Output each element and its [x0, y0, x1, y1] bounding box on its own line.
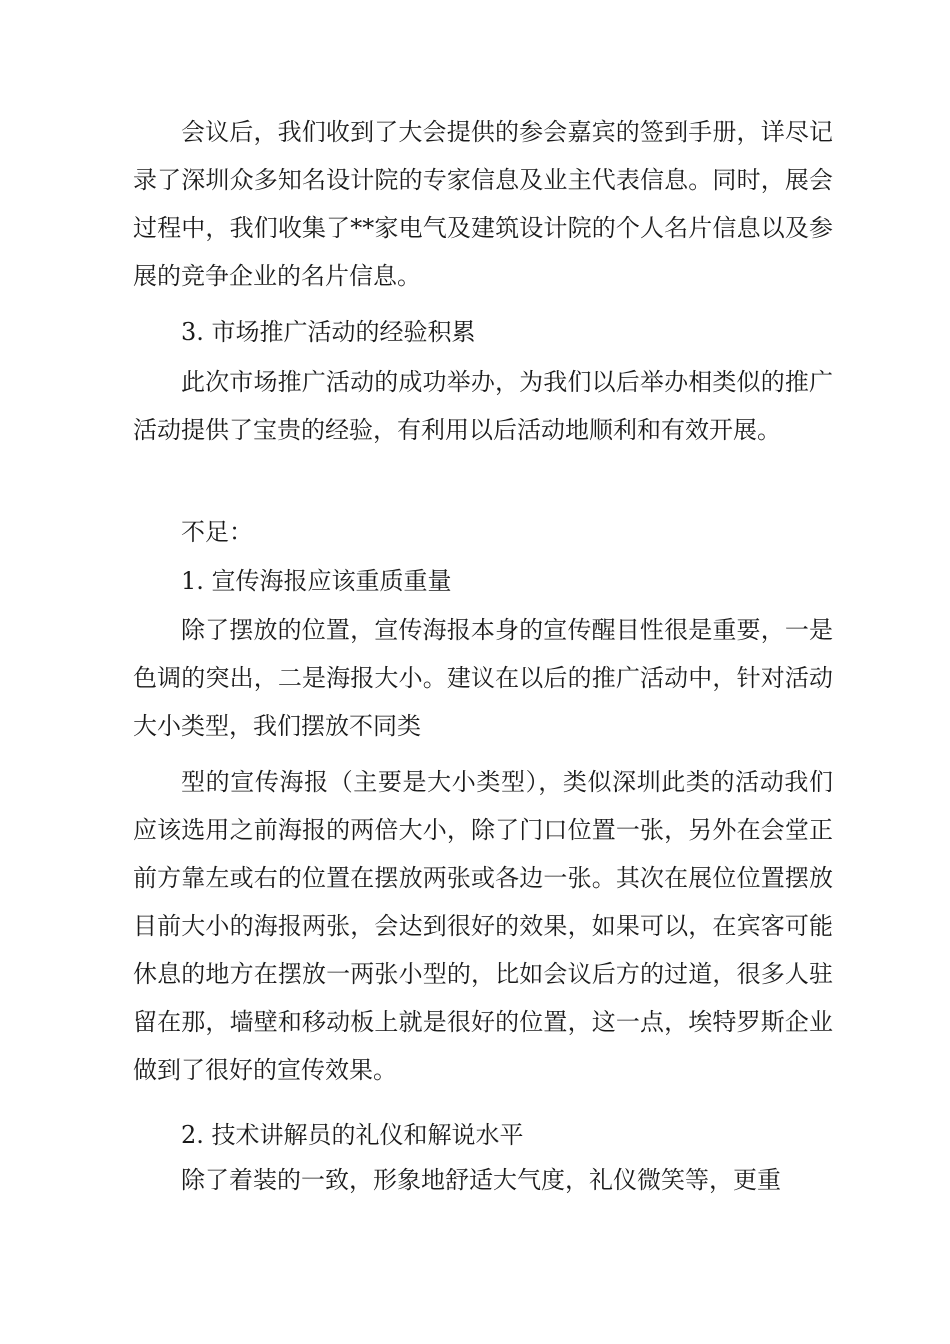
- heading-shortfall: 不足：: [181, 518, 253, 546]
- heading-experience: 3. 市场推广活动的经验积累: [181, 318, 476, 346]
- paragraph-poster-detail: 型的宣传海报（主要是大小类型），类似深圳此类的活动我们应该选用之前海报的两倍大小，除了门口位置一张，另外在会堂正前方靠左或右的位置在摆放两张或各边一张。其次在展位位置摆放目前大小的海报两张，会达到很好的效果，如果可以，在宾客可能休息的地方在摆放一两张小型的，比如会议后方的过道，很多人驻留在那，墙壁和移动板上就是很好的位置，这一点，埃特罗斯企业做到了很好的宣传效果。: [133, 768, 833, 1084]
- paragraph-poster-intro: 除了摆放的位置，宣传海报本身的宣传醒目性很是重要，一是色调的突出，二是海报大小。建议在以后的推广活动中，针对活动大小类型，我们摆放不同类: [133, 616, 833, 740]
- heading-etiquette: 2. 技术讲解员的礼仪和解说水平: [181, 1121, 524, 1149]
- paragraph-etiquette: 除了着装的一致，形象地舒适大气度，礼仪微笑等，更重: [181, 1166, 781, 1194]
- heading-poster: 1. 宣传海报应该重质重量: [181, 567, 452, 595]
- paragraph-experience: 此次市场推广活动的成功举办，为我们以后举办相类似的推广活动提供了宝贵的经验，有利用以后活动地顺利和有效开展。: [133, 368, 833, 444]
- paragraph-sign-in-records: 会议后，我们收到了大会提供的参会嘉宾的签到手册，详尽记录了深圳众多知名设计院的专家信息及业主代表信息。同时，展会过程中，我们收集了**家电气及建筑设计院的个人名片信息以及参展的竞争企业的名片信息。: [133, 118, 833, 290]
